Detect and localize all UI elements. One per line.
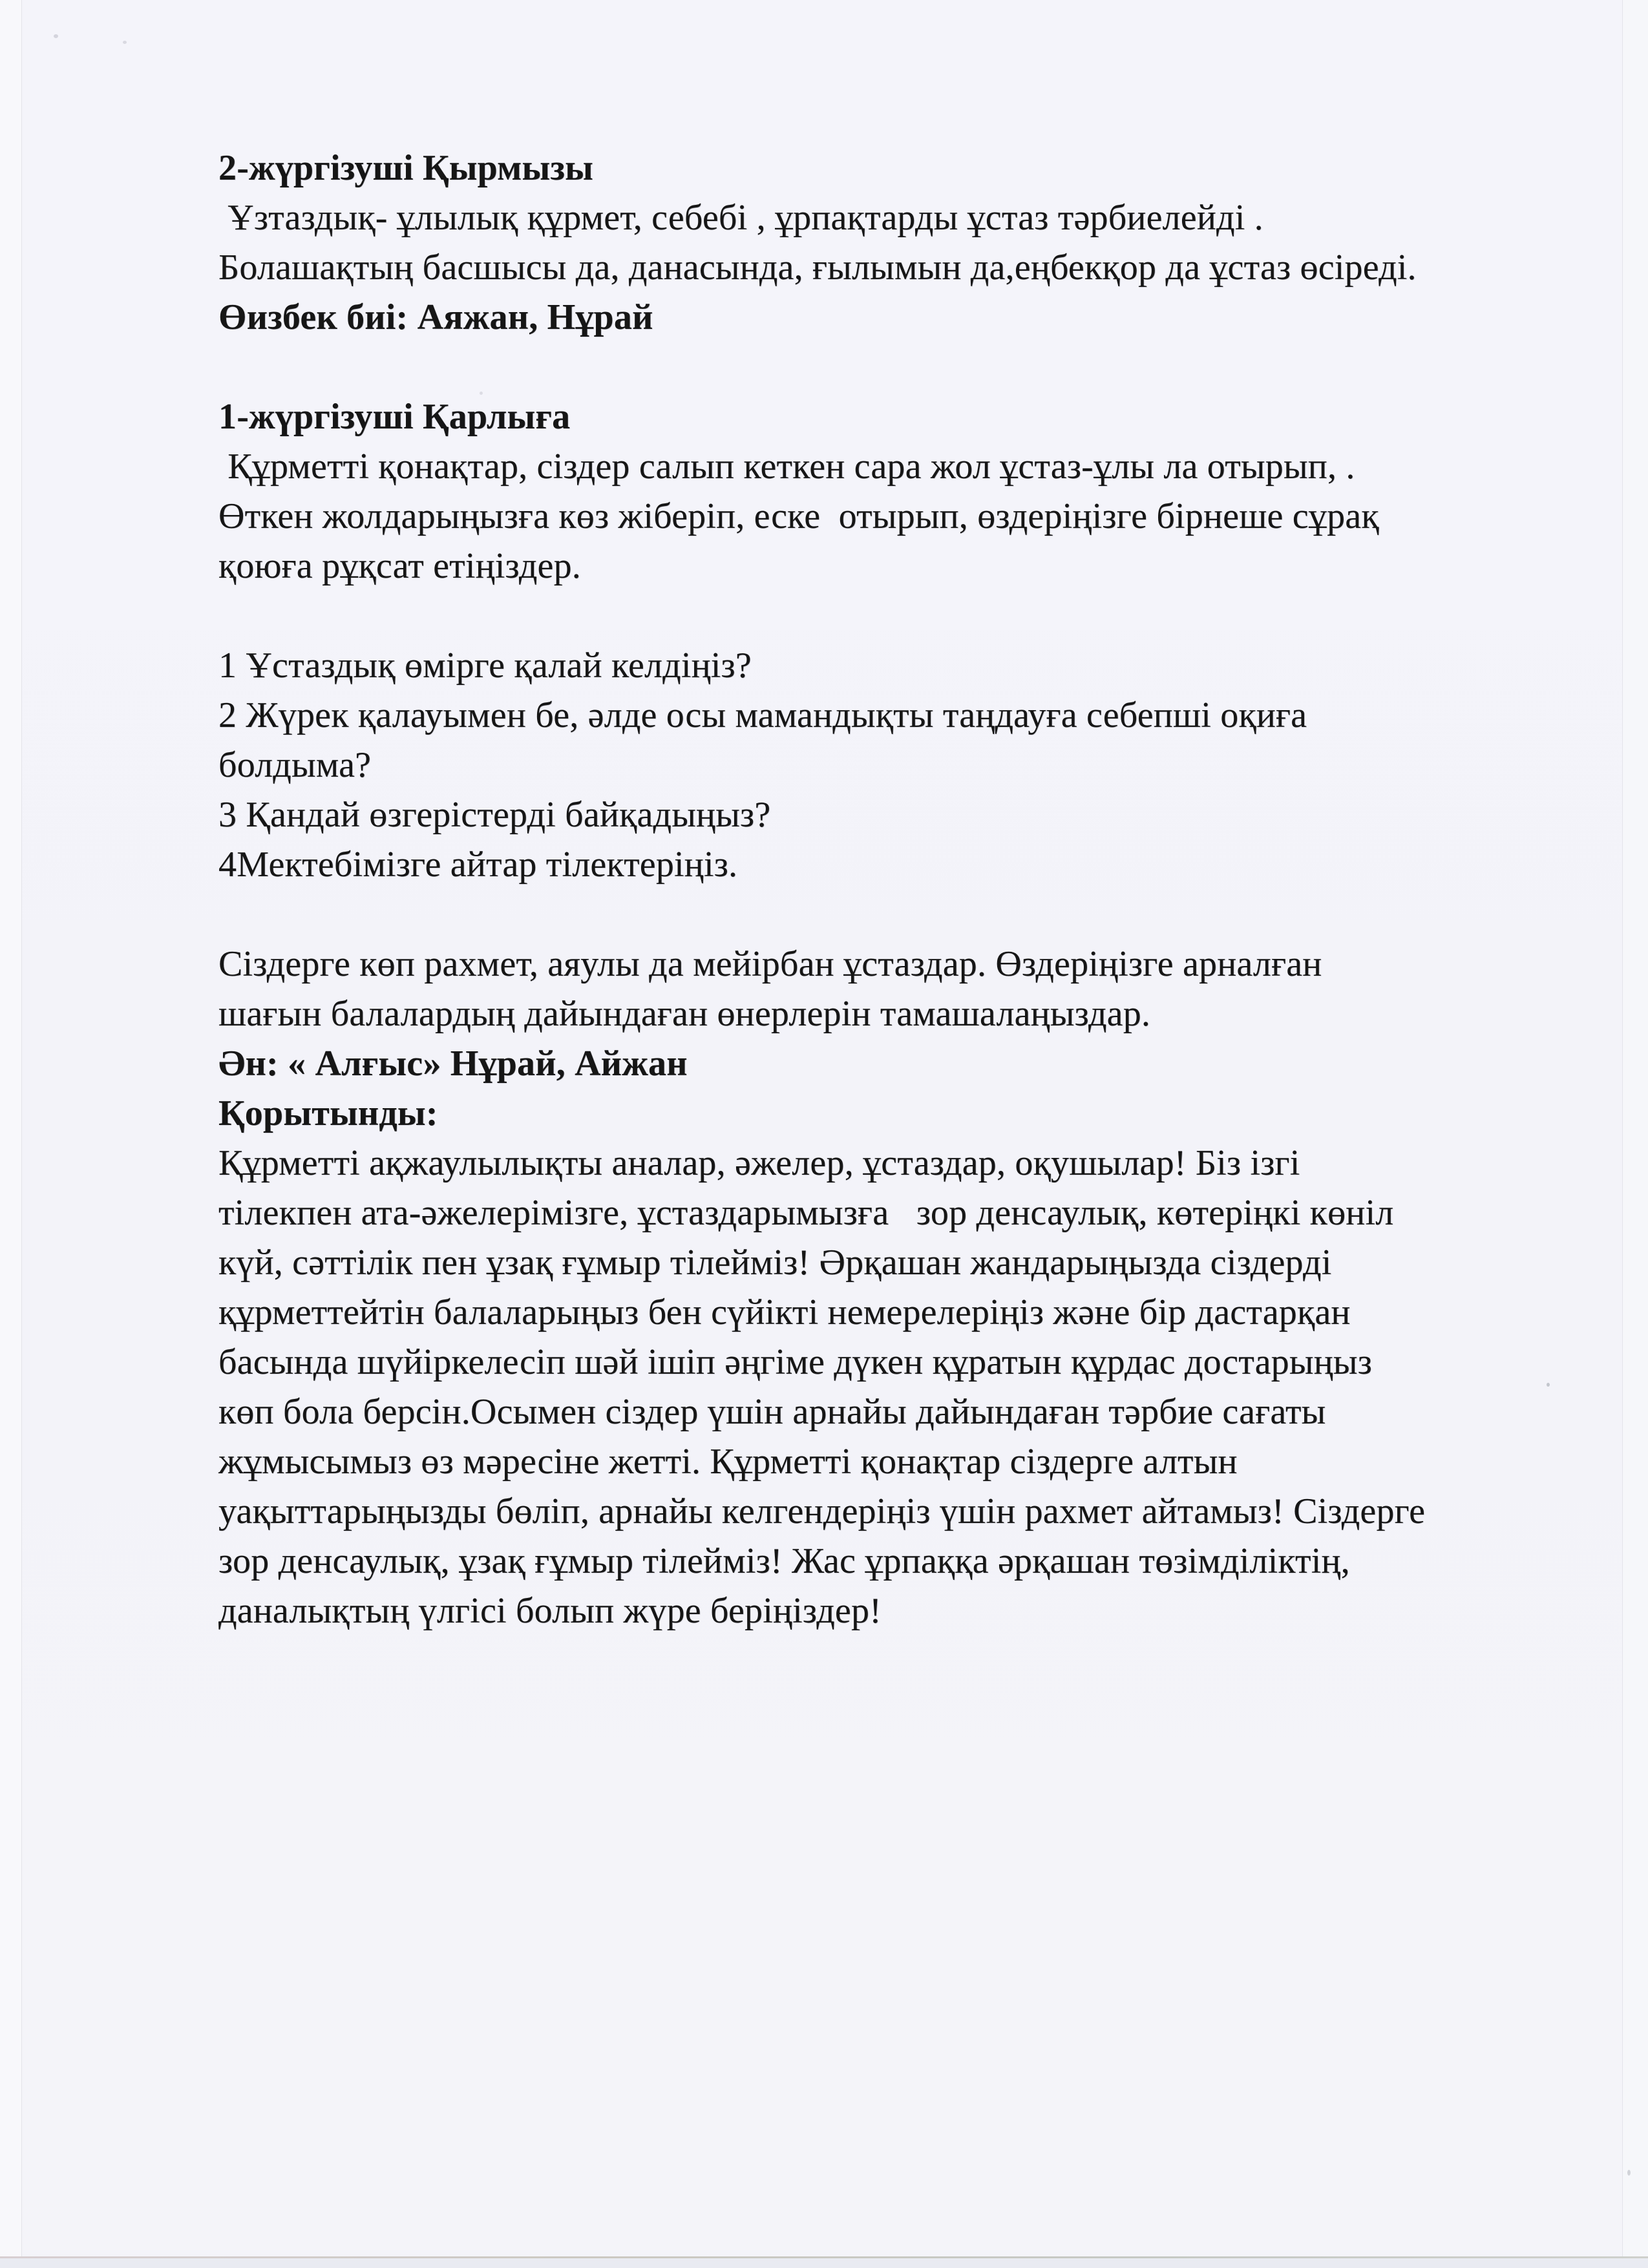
text-line: 3 Қандай өзгерістерді байқадыңыз? xyxy=(218,795,771,835)
text-line: Сіздерге көп рахмет, аяулы да мейірбан ұстаздар. Өздеріңізге арналған xyxy=(218,944,1322,984)
text-line xyxy=(218,890,1425,940)
text-line: Құрметті ақжаулылықты аналар, әжелер, ұстаздар, оқушылар! Біз ізгі xyxy=(218,1143,1300,1183)
text-line: жұмысымыз өз мәресіне жетті. Құрметті қонақтар сіздерге алтын xyxy=(218,1442,1238,1482)
text-line: шағын балалардың дайындаған өнерлерін тамашалаңыздар. xyxy=(218,994,1151,1034)
scan-speck xyxy=(1547,1383,1550,1387)
scan-speck xyxy=(480,392,483,395)
text-line xyxy=(218,591,1425,641)
text-line: тілекпен ата-әжелерімізге, ұстаздарымызға зор денсаулық, көтеріңкі көніл xyxy=(218,1193,1394,1233)
text-line: 2 Жүрек қалауымен бе, әлде осы мамандықты таңдауға себепші оқиға xyxy=(218,695,1307,735)
text-line: уақыттарыңызды бөліп, арнайы келгендеріңіз үшін рахмет айтамыз! Сіздерге xyxy=(218,1491,1426,1531)
text-line: 1-жүргізуші Қарлыға xyxy=(218,397,571,437)
scanner-edge-right xyxy=(1622,0,1648,2257)
text-line: Қорытынды: xyxy=(218,1093,438,1133)
text-line xyxy=(218,342,1425,392)
text-line: Құрметті қонақтар, сіздер салып кеткен сара жол ұстаз-ұлы ла отырып, . xyxy=(218,446,1355,487)
scan-speck xyxy=(54,34,58,38)
text-line: Өткен жолдарыңызға көз жіберіп, еске отырып, өздеріңізге бірнеше сұрақ xyxy=(218,496,1379,536)
text-line: зор денсаулық, ұзақ ғұмыр тілейміз! Жас ұрпаққа әрқашан төзімділіктің, xyxy=(218,1541,1350,1581)
text-line: Болашақтың басшысы да, данасында, ғылымын да,еңбекқор да ұстаз өсіреді. xyxy=(218,247,1417,288)
text-line: басында шүйіркелесіп шәй ішіп әңгіме дүкен құратын құрдас достарыңыз xyxy=(218,1342,1373,1382)
text-line: қоюға рұқсат етіңіздер. xyxy=(218,546,581,586)
text-line: құрметтейтін балаларыңыз бен сүйікті немерелеріңіз және бір дастарқан xyxy=(218,1292,1351,1332)
text-line: күй, сәттілік пен ұзақ ғұмыр тілейміз! Әрқашан жандарыңызда сіздерді xyxy=(218,1243,1332,1283)
text-line: Ән: « Алғыс» Нұрай, Айжан xyxy=(218,1044,688,1084)
text-line: Өизбек биі: Аяжан, Нұрай xyxy=(218,297,653,337)
text-line: болдыма? xyxy=(218,745,372,785)
text-line: 2-жүргізуші Қырмызы xyxy=(218,148,594,188)
scan-speck xyxy=(1627,2170,1631,2176)
text-line: Ұзтаздық- ұлылық құрмет, себебі , ұрпақтарды ұстаз тәрбиелейді . xyxy=(218,198,1263,238)
text-line: 4Мектебімізге айтар тілектеріңіз. xyxy=(218,845,738,885)
text-line: 1 Ұстаздық өмірге қалай келдіңіз? xyxy=(218,646,752,686)
text-line: даналықтың үлгісі болып жүре беріңіздер! xyxy=(218,1591,882,1631)
text-line: көп бола берсін.Осымен сіздер үшін арнайы дайындаған тәрбие сағаты xyxy=(218,1392,1326,1432)
scan-speck xyxy=(123,41,127,44)
scanner-bed xyxy=(0,2258,1648,2268)
scanner-edge-left xyxy=(0,0,22,2257)
document-text xyxy=(218,143,1425,1636)
